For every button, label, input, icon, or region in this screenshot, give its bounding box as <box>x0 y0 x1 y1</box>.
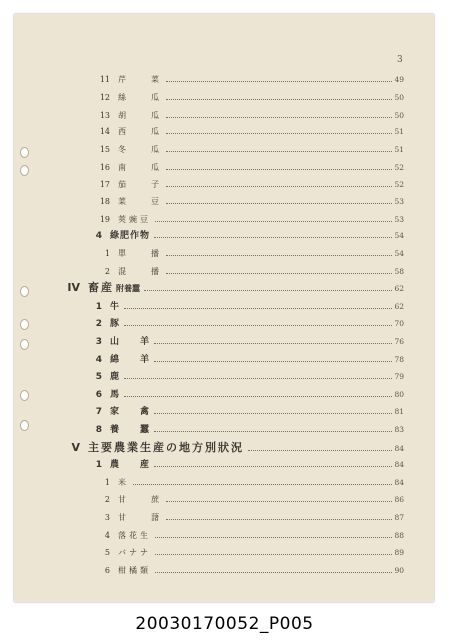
toc-entry-page: 89 <box>394 548 404 558</box>
dot-leader <box>166 81 392 82</box>
table-of-contents <box>14 14 434 602</box>
toc-entry-title: 鹿 <box>110 372 121 383</box>
toc-entry <box>88 299 404 315</box>
toc-entry-title: 芹 菜 <box>118 75 162 85</box>
toc-entry-title: 養 蠶 <box>110 425 151 435</box>
toc-entry-page: 84 <box>394 460 404 470</box>
dot-leader <box>166 519 392 520</box>
document-page <box>14 14 434 602</box>
toc-entry <box>96 90 404 106</box>
toc-entry-page: 58 <box>394 266 404 276</box>
toc-entry-page: 80 <box>394 389 404 399</box>
toc-entry <box>88 228 404 244</box>
dot-leader <box>248 450 392 451</box>
image-caption: 20030170052_P005 <box>135 614 314 634</box>
toc-entry-page: 62 <box>394 284 404 294</box>
toc-entry <box>88 334 404 350</box>
toc-entry-page: 51 <box>394 127 404 137</box>
toc-entry-number: V <box>71 440 80 454</box>
dot-leader <box>154 466 392 467</box>
toc-entry <box>96 563 404 579</box>
toc-entry-number: 1 <box>95 301 102 312</box>
dot-leader <box>124 396 392 397</box>
dot-leader <box>154 361 392 362</box>
toc-entry-number: 3 <box>104 513 110 522</box>
toc-entry-title: 甘 藷 <box>118 513 162 522</box>
toc-entry-number: 6 <box>104 565 110 575</box>
toc-entry <box>96 545 404 561</box>
toc-entry-title: バナナ <box>118 548 151 558</box>
toc-entry <box>88 457 404 473</box>
toc-entry-number: 14 <box>99 127 110 137</box>
toc-entry-title: 豚 <box>110 319 121 330</box>
toc-entry-number: 17 <box>99 180 110 190</box>
toc-entry-number: 11 <box>99 75 110 85</box>
toc-entry-title: 米 <box>118 477 129 487</box>
toc-entry <box>96 160 404 176</box>
dot-leader <box>166 169 392 170</box>
toc-entry-page: 51 <box>394 145 404 154</box>
toc-entry-number: 2 <box>104 266 110 276</box>
toc-entry-number: 4 <box>95 354 102 365</box>
toc-entry-page: 87 <box>394 513 404 522</box>
toc-entry-number: 12 <box>99 93 110 102</box>
toc-entry <box>96 194 404 210</box>
toc-entry-title: 馬 <box>110 389 121 400</box>
toc-entry-subtitle: 附養蠶 <box>116 283 140 294</box>
toc-entry-page: 81 <box>394 407 404 417</box>
toc-entry-title: 主要農業生産の地方別狀況 <box>88 440 244 454</box>
toc-entry-page: 70 <box>394 319 404 329</box>
toc-entry-title: 南 瓜 <box>118 162 162 172</box>
dot-leader <box>144 290 392 291</box>
dot-leader <box>155 221 392 222</box>
toc-entry-page: 50 <box>394 110 404 120</box>
dot-leader <box>154 431 392 432</box>
toc-entry-title: 山 羊 <box>110 337 151 347</box>
toc-entry-title: 家 禽 <box>110 407 151 418</box>
dot-leader <box>166 117 392 118</box>
toc-entry-title: 綠肥作物 <box>110 231 151 242</box>
dot-leader <box>124 325 392 326</box>
dot-leader <box>166 501 392 502</box>
toc-entry <box>88 404 404 420</box>
toc-entry-number: 8 <box>95 425 102 435</box>
toc-entry-number: 2 <box>95 319 102 330</box>
toc-entry-page: 52 <box>394 180 404 190</box>
toc-entry <box>96 177 404 193</box>
toc-entry-title: 菜 豆 <box>118 197 162 206</box>
toc-entry-title: 絲 瓜 <box>118 93 162 102</box>
toc-entry-title: 冬 瓜 <box>118 145 162 154</box>
toc-entry <box>96 108 404 124</box>
toc-entry <box>88 316 404 332</box>
toc-entry-title: 畜産 <box>88 281 114 295</box>
toc-entry-title: 混 播 <box>118 266 162 276</box>
dot-leader <box>166 203 392 204</box>
toc-entry-page: 50 <box>394 93 404 102</box>
toc-entry <box>64 280 404 296</box>
toc-entry-number: 7 <box>95 407 102 418</box>
toc-entry-page: 54 <box>394 249 404 258</box>
toc-entry <box>96 246 404 262</box>
toc-entry <box>96 264 404 280</box>
toc-entry-page: 90 <box>394 565 404 575</box>
toc-entry <box>88 352 404 368</box>
dot-leader <box>124 308 392 309</box>
toc-entry-page: 78 <box>394 354 404 364</box>
dot-leader <box>166 273 392 274</box>
dot-leader <box>166 255 392 256</box>
toc-entry-number: 15 <box>99 145 110 154</box>
toc-entry-number: 4 <box>104 530 110 540</box>
toc-entry-page: 76 <box>394 337 404 346</box>
toc-entry-number: 1 <box>104 249 110 258</box>
toc-entry-number: 16 <box>99 162 110 172</box>
toc-entry-page: 83 <box>394 425 404 434</box>
toc-entry-title: 甘 蔗 <box>118 495 162 505</box>
toc-entry <box>96 142 404 158</box>
dot-leader <box>124 378 392 379</box>
toc-entry-page: 88 <box>394 530 404 540</box>
toc-entry <box>96 510 404 526</box>
toc-entry-number: 5 <box>104 548 110 558</box>
toc-entry-page: 54 <box>394 231 404 241</box>
toc-entry-number: 13 <box>99 110 110 120</box>
toc-entry-title: 莢豌豆 <box>118 214 151 224</box>
dot-leader <box>154 413 392 414</box>
toc-entry <box>96 492 404 508</box>
dot-leader <box>155 554 392 555</box>
dot-leader <box>155 572 392 573</box>
dot-leader <box>154 237 392 238</box>
toc-entry <box>96 72 404 88</box>
toc-entry-number: 18 <box>99 197 110 206</box>
toc-entry <box>88 422 404 438</box>
toc-entry <box>88 369 404 385</box>
toc-entry-page: 84 <box>394 443 404 453</box>
dot-leader <box>166 133 392 134</box>
toc-entry-number: IV <box>67 281 80 295</box>
toc-entry <box>96 528 404 544</box>
toc-entry-page: 79 <box>394 372 404 382</box>
dot-leader <box>166 186 392 187</box>
toc-entry-number: 1 <box>104 477 110 487</box>
toc-entry-page: 52 <box>394 162 404 172</box>
toc-entry-title: 西 瓜 <box>118 127 162 137</box>
page-number: 3 <box>397 55 403 65</box>
toc-entry-number: 5 <box>95 372 102 383</box>
toc-entry-title: 牛 <box>110 301 121 312</box>
toc-entry-number: 3 <box>95 337 102 347</box>
toc-entry-title: 農 産 <box>110 460 151 471</box>
toc-entry-page: 49 <box>394 75 404 85</box>
toc-entry-number: 1 <box>95 460 102 471</box>
toc-entry <box>64 440 404 456</box>
dot-leader <box>155 537 392 538</box>
toc-entry-title: 落花生 <box>118 530 151 540</box>
toc-entry-title: 柑橘類 <box>118 565 151 575</box>
toc-entry-page: 62 <box>394 301 404 311</box>
toc-entry-number: 19 <box>99 214 110 224</box>
toc-entry <box>88 387 404 403</box>
dot-leader <box>154 343 392 344</box>
toc-entry <box>96 475 404 491</box>
toc-entry-page: 53 <box>394 214 404 224</box>
toc-entry <box>96 212 404 228</box>
toc-entry <box>96 124 404 140</box>
toc-entry-title: 胡 瓜 <box>118 110 162 120</box>
toc-entry-page: 53 <box>394 197 404 206</box>
dot-leader <box>133 484 392 485</box>
dot-leader <box>166 99 392 100</box>
toc-entry-page: 86 <box>394 495 404 505</box>
toc-entry-title: 綿 羊 <box>110 354 151 365</box>
toc-entry-page: 84 <box>394 477 404 487</box>
toc-entry-number: 6 <box>95 389 102 400</box>
toc-entry-number: 2 <box>104 495 110 505</box>
toc-entry-title: 茄 子 <box>118 180 162 190</box>
toc-entry-number: 4 <box>95 231 102 242</box>
dot-leader <box>166 151 392 152</box>
toc-entry-title: 單 播 <box>118 249 162 258</box>
